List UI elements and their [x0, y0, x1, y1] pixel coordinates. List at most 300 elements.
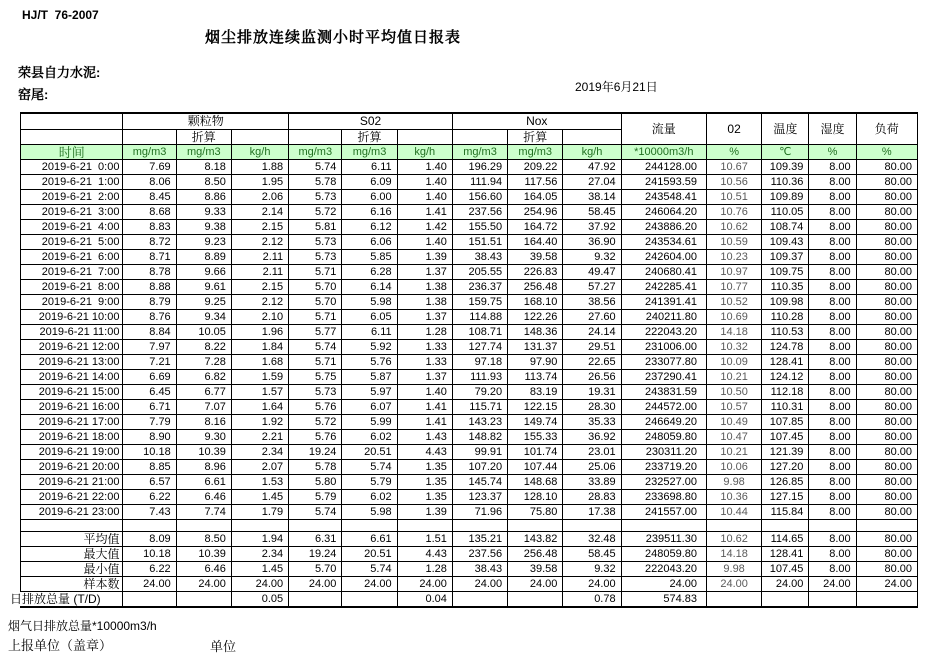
table-row-label: 2019-6-21 4:00 [21, 220, 123, 235]
data-cell: 8.72 [123, 235, 176, 250]
data-cell: 22.65 [563, 355, 621, 370]
data-cell: 8.18 [176, 160, 231, 175]
data-cell: 80.00 [856, 490, 917, 505]
summary-row-label: 最大值 [21, 547, 123, 562]
data-cell: 6.82 [176, 370, 231, 385]
data-cell: 5.73 [289, 250, 342, 265]
temperature-header: 温度 [762, 113, 809, 145]
unit-cell: mg/m3 [342, 145, 397, 160]
data-cell: 156.60 [452, 190, 507, 205]
data-cell: 7.97 [123, 340, 176, 355]
data-cell: 6.14 [342, 280, 397, 295]
data-cell: 1.35 [397, 460, 452, 475]
data-cell: 107.85 [762, 415, 809, 430]
data-cell: 7.69 [123, 160, 176, 175]
data-cell [706, 520, 761, 532]
data-cell: 1.41 [397, 400, 452, 415]
data-cell: 35.33 [563, 415, 621, 430]
unit-cell: % [706, 145, 761, 160]
data-cell: 5.74 [342, 562, 397, 577]
data-cell: 9.38 [176, 220, 231, 235]
data-cell: 1.79 [231, 505, 288, 520]
data-cell: 124.78 [762, 340, 809, 355]
data-cell: 9.25 [176, 295, 231, 310]
page-title: 烟尘排放连续监测小时平均值日报表 [205, 29, 462, 46]
data-cell [706, 592, 761, 608]
table-row [21, 265, 918, 280]
data-cell [123, 592, 176, 608]
hourly-data-rows [21, 160, 918, 520]
data-cell: 8.83 [123, 220, 176, 235]
table-row [21, 295, 918, 310]
unit-cell: ℃ [762, 145, 809, 160]
data-cell: 10.18 [123, 547, 176, 562]
data-cell: 10.23 [706, 250, 761, 265]
data-cell: 230311.20 [621, 445, 706, 460]
data-cell: 57.27 [563, 280, 621, 295]
data-cell: 36.92 [563, 430, 621, 445]
report-date: 2019年6月21日 [575, 80, 658, 94]
data-cell: 233719.20 [621, 460, 706, 475]
data-cell: 196.29 [452, 160, 507, 175]
so2-rate-spacer [397, 130, 452, 145]
table-row [21, 385, 918, 400]
data-cell: 148.82 [452, 430, 507, 445]
data-cell: 19.24 [289, 547, 342, 562]
table-row [21, 160, 918, 175]
table-row-label: 2019-6-21 14:00 [21, 370, 123, 385]
data-cell: 2.14 [231, 205, 288, 220]
data-cell: 8.00 [809, 460, 856, 475]
pm-rate-spacer [231, 130, 288, 145]
data-cell: 1.59 [231, 370, 288, 385]
data-cell: 8.00 [809, 505, 856, 520]
o2-header: 02 [706, 113, 761, 145]
data-cell: 24.00 [706, 577, 761, 592]
data-cell: 8.78 [123, 265, 176, 280]
table-row [21, 280, 918, 295]
data-cell: 26.56 [563, 370, 621, 385]
unit-cell: mg/m3 [176, 145, 231, 160]
pm-converted-header: 折算 [176, 130, 231, 145]
data-cell: 244572.00 [621, 400, 706, 415]
data-cell: 8.00 [809, 430, 856, 445]
data-cell [176, 592, 231, 608]
data-cell: 2.12 [231, 295, 288, 310]
data-cell: 109.43 [762, 235, 809, 250]
table-row [21, 430, 918, 445]
data-cell: 127.15 [762, 490, 809, 505]
data-cell: 131.37 [508, 340, 563, 355]
data-cell [508, 520, 563, 532]
data-cell: 1.88 [231, 160, 288, 175]
table-row-label: 2019-6-21 22:00 [21, 490, 123, 505]
data-cell: 1.28 [397, 325, 452, 340]
data-cell: 10.56 [706, 175, 761, 190]
data-cell: 1.38 [397, 295, 452, 310]
data-cell: 6.02 [342, 490, 397, 505]
data-cell: 240680.41 [621, 265, 706, 280]
table-row-label: 2019-6-21 2:00 [21, 190, 123, 205]
summary-row-label: 平均值 [21, 532, 123, 547]
table-row-label: 2019-6-21 21:00 [21, 475, 123, 490]
data-cell: 5.76 [289, 430, 342, 445]
table-row-label: 2019-6-21 20:00 [21, 460, 123, 475]
unit-cell: mg/m3 [452, 145, 507, 160]
data-cell: 1.35 [397, 490, 452, 505]
data-cell: 19.24 [289, 445, 342, 460]
table-row-label: 2019-6-21 9:00 [21, 295, 123, 310]
data-cell: 80.00 [856, 340, 917, 355]
data-cell: 149.74 [508, 415, 563, 430]
data-cell: 4.43 [397, 547, 452, 562]
data-cell: 6.16 [342, 205, 397, 220]
data-cell: 80.00 [856, 547, 917, 562]
data-cell: 10.44 [706, 505, 761, 520]
data-cell: 1.96 [231, 325, 288, 340]
data-cell [289, 520, 342, 532]
data-cell: 5.75 [289, 370, 342, 385]
data-cell: 38.43 [452, 250, 507, 265]
unit-cell: kg/h [563, 145, 621, 160]
data-cell: 155.50 [452, 220, 507, 235]
table-row-label: 2019-6-21 12:00 [21, 340, 123, 355]
unit-cell: % [856, 145, 917, 160]
data-cell: 32.48 [563, 532, 621, 547]
monitoring-point-name: 窑尾: [18, 87, 49, 102]
data-cell: 80.00 [856, 460, 917, 475]
data-cell: 10.39 [176, 547, 231, 562]
data-cell: 8.96 [176, 460, 231, 475]
data-cell: 126.85 [762, 475, 809, 490]
data-cell: 80.00 [856, 430, 917, 445]
table-row [21, 400, 918, 415]
table-row [21, 190, 918, 205]
data-cell: 6.46 [176, 490, 231, 505]
table-row-label: 2019-6-21 16:00 [21, 400, 123, 415]
data-cell: 113.74 [508, 370, 563, 385]
data-cell: 121.39 [762, 445, 809, 460]
data-cell: 10.51 [706, 190, 761, 205]
data-cell: 8.00 [809, 235, 856, 250]
unit-cell: % [809, 145, 856, 160]
data-cell: 6.31 [289, 532, 342, 547]
data-cell: 10.32 [706, 340, 761, 355]
data-cell: 24.00 [397, 577, 452, 592]
data-cell: 1.37 [397, 370, 452, 385]
data-cell: 8.00 [809, 490, 856, 505]
flow-header: 流量 [621, 113, 706, 145]
data-cell: 10.05 [176, 325, 231, 340]
data-cell: 115.71 [452, 400, 507, 415]
unit-cell: mg/m3 [123, 145, 176, 160]
data-cell: 233698.80 [621, 490, 706, 505]
table-row [21, 325, 918, 340]
data-cell: 5.73 [289, 385, 342, 400]
data-cell: 5.77 [289, 325, 342, 340]
data-cell: 83.19 [508, 385, 563, 400]
unit-header-row [21, 145, 918, 160]
data-cell: 14.18 [706, 325, 761, 340]
data-cell: 242285.41 [621, 280, 706, 295]
data-cell: 128.41 [762, 355, 809, 370]
data-cell: 114.88 [452, 310, 507, 325]
data-cell: 8.76 [123, 310, 176, 325]
data-cell: 0.78 [563, 592, 621, 608]
data-cell: 248059.80 [621, 547, 706, 562]
data-cell: 7.07 [176, 400, 231, 415]
data-cell: 5.73 [289, 190, 342, 205]
data-cell: 38.56 [563, 295, 621, 310]
table-row [21, 445, 918, 460]
data-cell: 10.62 [706, 532, 761, 547]
data-cell: 25.06 [563, 460, 621, 475]
data-cell: 2.34 [231, 547, 288, 562]
data-cell: 2.34 [231, 445, 288, 460]
data-cell: 6.12 [342, 220, 397, 235]
data-cell: 1.92 [231, 415, 288, 430]
daily-total-row [21, 592, 918, 608]
data-cell: 10.50 [706, 385, 761, 400]
data-cell [342, 592, 397, 608]
data-cell: 7.43 [123, 505, 176, 520]
data-cell: 9.32 [563, 250, 621, 265]
summary-row-label: 最小值 [21, 562, 123, 577]
data-cell: 10.57 [706, 400, 761, 415]
data-cell [231, 520, 288, 532]
data-cell [397, 520, 452, 532]
data-cell: 27.60 [563, 310, 621, 325]
data-cell: 80.00 [856, 310, 917, 325]
table-row-label: 2019-6-21 1:00 [21, 175, 123, 190]
data-cell: 8.00 [809, 250, 856, 265]
data-cell: 109.37 [762, 250, 809, 265]
data-cell: 1.43 [397, 430, 452, 445]
data-cell: 110.31 [762, 400, 809, 415]
data-cell: 5.74 [289, 505, 342, 520]
data-cell: 8.50 [176, 175, 231, 190]
footer-flue-gas-total-note: 烟气日排放总量*10000m3/h [8, 619, 157, 633]
data-cell: 107.45 [762, 562, 809, 577]
data-cell: 256.48 [508, 547, 563, 562]
data-cell: 19.31 [563, 385, 621, 400]
data-cell: 237.56 [452, 547, 507, 562]
data-cell: 145.74 [452, 475, 507, 490]
data-cell: 5.72 [289, 415, 342, 430]
data-cell: 241557.00 [621, 505, 706, 520]
data-cell: 10.97 [706, 265, 761, 280]
data-cell: 117.56 [508, 175, 563, 190]
data-cell: 80.00 [856, 415, 917, 430]
data-cell: 243548.41 [621, 190, 706, 205]
data-cell: 8.00 [809, 445, 856, 460]
table-row-label: 2019-6-21 0:00 [21, 160, 123, 175]
data-cell: 8.68 [123, 205, 176, 220]
data-cell: 10.52 [706, 295, 761, 310]
humidity-header: 湿度 [809, 113, 856, 145]
data-cell: 6.22 [123, 490, 176, 505]
table-row [21, 310, 918, 325]
data-cell: 8.00 [809, 220, 856, 235]
data-cell: 6.57 [123, 475, 176, 490]
summary-rows [10, 520, 918, 608]
table-row [21, 355, 918, 370]
data-cell: 24.00 [452, 577, 507, 592]
data-cell: 233077.80 [621, 355, 706, 370]
data-cell: 8.84 [123, 325, 176, 340]
data-cell: 8.00 [809, 400, 856, 415]
data-cell: 6.07 [342, 400, 397, 415]
data-cell: 232527.00 [621, 475, 706, 490]
data-cell: 5.70 [289, 562, 342, 577]
data-cell: 164.40 [508, 235, 563, 250]
data-cell: 80.00 [856, 475, 917, 490]
time-column-header: 时间 [21, 145, 123, 160]
data-cell: 5.79 [342, 475, 397, 490]
data-cell: 6.71 [123, 400, 176, 415]
data-cell: 6.00 [342, 190, 397, 205]
data-cell: 28.30 [563, 400, 621, 415]
data-cell: 5.73 [289, 235, 342, 250]
data-cell: 8.00 [809, 355, 856, 370]
data-cell: 24.00 [176, 577, 231, 592]
data-cell: 5.74 [342, 460, 397, 475]
data-cell: 10.21 [706, 370, 761, 385]
data-cell: 110.36 [762, 175, 809, 190]
data-cell: 574.83 [621, 592, 706, 608]
data-cell: 8.00 [809, 160, 856, 175]
data-cell: 110.28 [762, 310, 809, 325]
data-cell: 80.00 [856, 190, 917, 205]
data-cell: 24.00 [809, 577, 856, 592]
data-cell [809, 520, 856, 532]
data-cell: 80.00 [856, 265, 917, 280]
data-cell: 24.00 [762, 577, 809, 592]
data-cell: 10.36 [706, 490, 761, 505]
table-row [21, 220, 918, 235]
data-cell: 8.00 [809, 295, 856, 310]
footer-unit-label: 单位 [210, 639, 237, 654]
table-row-label: 2019-6-21 7:00 [21, 265, 123, 280]
data-cell: 1.40 [397, 160, 452, 175]
data-cell: 58.45 [563, 547, 621, 562]
data-cell: 80.00 [856, 400, 917, 415]
data-cell: 110.05 [762, 205, 809, 220]
data-cell: 209.22 [508, 160, 563, 175]
data-cell: 10.76 [706, 205, 761, 220]
data-cell: 231006.00 [621, 340, 706, 355]
data-cell: 0.05 [231, 592, 288, 608]
data-cell: 7.74 [176, 505, 231, 520]
data-cell: 79.20 [452, 385, 507, 400]
data-cell: 8.00 [809, 547, 856, 562]
data-cell [762, 592, 809, 608]
data-cell: 6.45 [123, 385, 176, 400]
data-cell: 109.75 [762, 265, 809, 280]
unit-cell: mg/m3 [508, 145, 563, 160]
table-row-label: 2019-6-21 13:00 [21, 355, 123, 370]
data-cell: 5.99 [342, 415, 397, 430]
data-cell: 80.00 [856, 220, 917, 235]
data-cell: 111.93 [452, 370, 507, 385]
data-cell: 5.74 [289, 160, 342, 175]
table-row-label: 2019-6-21 11:00 [21, 325, 123, 340]
data-cell: 1.94 [231, 532, 288, 547]
data-cell: 2.10 [231, 310, 288, 325]
data-cell: 5.92 [342, 340, 397, 355]
data-cell: 109.39 [762, 160, 809, 175]
data-cell: 80.00 [856, 385, 917, 400]
data-cell: 5.81 [289, 220, 342, 235]
data-cell: 9.61 [176, 280, 231, 295]
data-cell: 108.71 [452, 325, 507, 340]
data-cell: 5.78 [289, 460, 342, 475]
data-cell: 80.00 [856, 280, 917, 295]
company-name: 荣县自力水泥: [18, 65, 101, 80]
data-cell: 1.95 [231, 175, 288, 190]
data-cell: 8.45 [123, 190, 176, 205]
data-cell: 9.30 [176, 430, 231, 445]
data-cell [123, 520, 176, 532]
table-row [21, 475, 918, 490]
data-cell: 5.76 [342, 355, 397, 370]
data-cell: 226.83 [508, 265, 563, 280]
data-cell: 168.10 [508, 295, 563, 310]
data-cell: 10.21 [706, 445, 761, 460]
data-cell: 14.18 [706, 547, 761, 562]
data-cell: 80.00 [856, 445, 917, 460]
data-cell: 8.00 [809, 340, 856, 355]
data-cell: 36.90 [563, 235, 621, 250]
data-cell: 10.39 [176, 445, 231, 460]
table-row-label: 2019-6-21 18:00 [21, 430, 123, 445]
data-cell: 240211.80 [621, 310, 706, 325]
table-row-label: 2019-6-21 6:00 [21, 250, 123, 265]
data-cell: 10.77 [706, 280, 761, 295]
data-cell: 5.78 [289, 175, 342, 190]
data-cell: 107.20 [452, 460, 507, 475]
data-cell: 23.01 [563, 445, 621, 460]
data-cell [508, 592, 563, 608]
data-cell: 155.33 [508, 430, 563, 445]
data-cell: 6.61 [342, 532, 397, 547]
data-cell: 10.67 [706, 160, 761, 175]
data-cell: 9.23 [176, 235, 231, 250]
data-cell: 24.00 [123, 577, 176, 592]
data-cell: 80.00 [856, 355, 917, 370]
table-row-label: 2019-6-21 17:00 [21, 415, 123, 430]
data-cell: 1.57 [231, 385, 288, 400]
data-cell: 80.00 [856, 175, 917, 190]
data-cell: 10.09 [706, 355, 761, 370]
data-cell: 111.94 [452, 175, 507, 190]
data-cell: 1.38 [397, 280, 452, 295]
data-cell: 8.79 [123, 295, 176, 310]
spacer-row [21, 520, 918, 532]
data-cell: 2.11 [231, 250, 288, 265]
data-cell: 151.51 [452, 235, 507, 250]
data-cell: 109.89 [762, 190, 809, 205]
data-cell: 2.11 [231, 265, 288, 280]
data-cell: 7.28 [176, 355, 231, 370]
data-cell: 1.68 [231, 355, 288, 370]
data-cell: 2.07 [231, 460, 288, 475]
data-cell: 205.55 [452, 265, 507, 280]
table-row-label: 2019-6-21 15:00 [21, 385, 123, 400]
data-cell: 99.91 [452, 445, 507, 460]
data-cell: 243886.20 [621, 220, 706, 235]
table-row [21, 505, 918, 520]
